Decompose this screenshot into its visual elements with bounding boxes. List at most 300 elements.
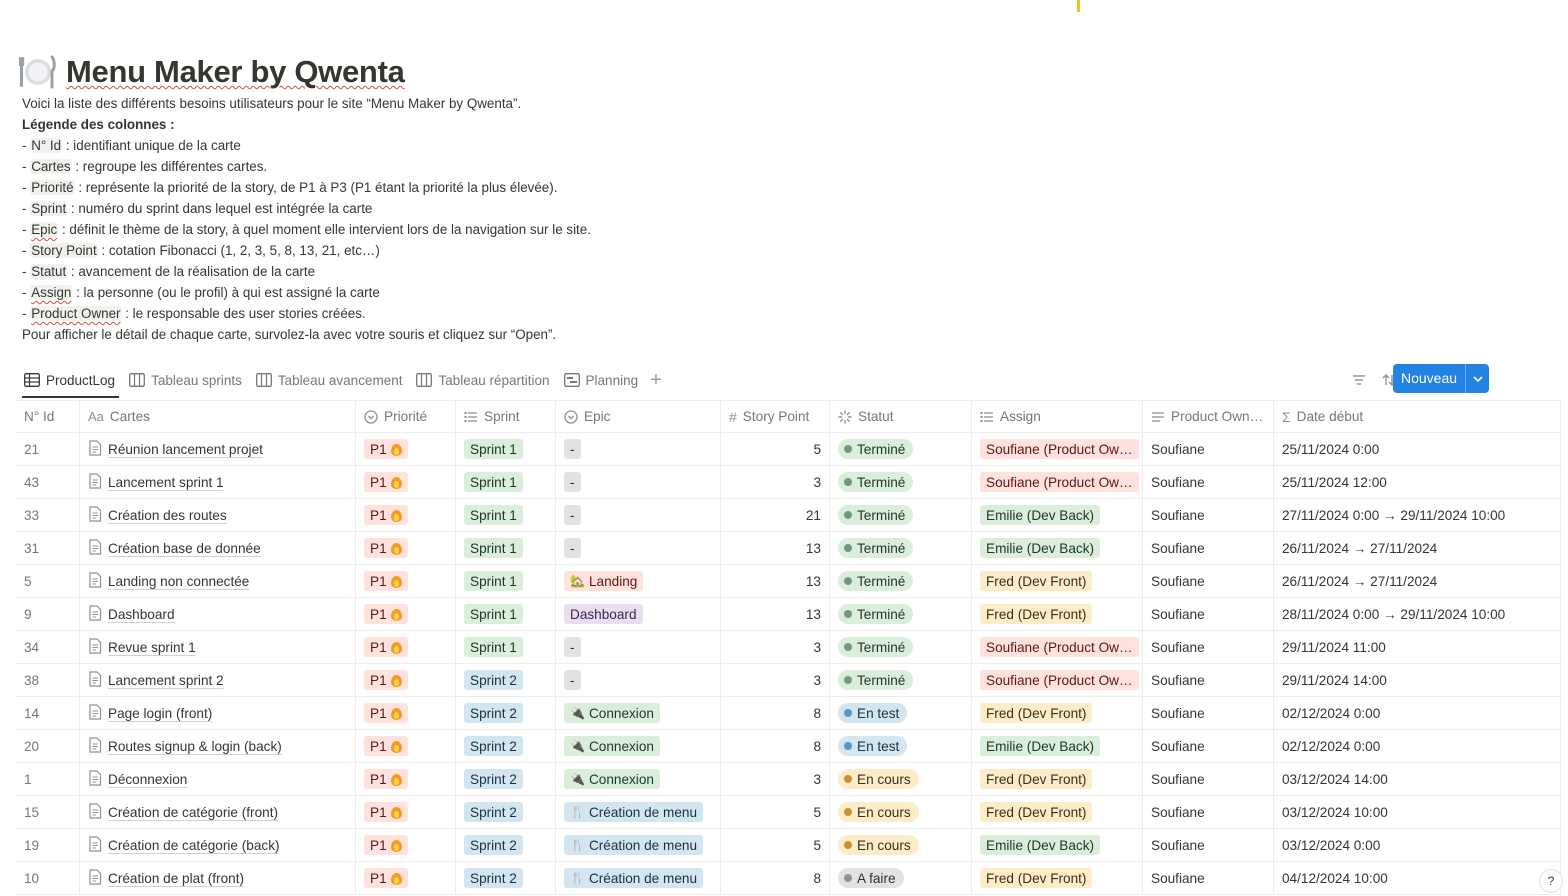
cell-epic[interactable] [556,697,721,729]
cell-carte[interactable] [80,433,356,465]
cell-priorite[interactable] [356,796,456,828]
cell-sprint[interactable] [456,664,556,696]
cell-epic[interactable] [556,499,721,531]
cell-statut[interactable] [830,829,972,861]
epic-label: - [570,672,575,688]
column-end [1561,401,1562,432]
cell-sprint[interactable] [456,433,556,465]
epic-tag [564,703,660,723]
intro-text: Voici la liste des différents besoins utilisateurs pour le site “Menu Maker by Qwenta”. [22,96,522,111]
cell-date-debut: 25/11/2024 12:00 [1274,466,1561,498]
column-header-cartes[interactable] [80,401,356,432]
cell-statut[interactable] [830,532,972,564]
sprint-tag: Sprint 2 [464,670,523,690]
status-label: Terminé [857,573,906,589]
column-end [1561,730,1562,762]
fire-icon [391,509,402,522]
assign-tag: Fred (Dev Front) [980,769,1092,789]
priority-label: P1 [370,837,387,853]
table-row[interactable] [16,730,1562,763]
column-header-id[interactable] [16,401,80,432]
table-body [16,433,1562,895]
cell-sprint[interactable] [456,796,556,828]
cell-epic[interactable] [556,598,721,630]
cell-priorite[interactable] [356,664,456,696]
status-type-icon [838,410,852,424]
assign-tag: Emilie (Dev Back) [980,835,1100,855]
column-end [1561,829,1562,861]
status-badge [838,505,913,525]
page-icon [88,638,102,657]
table-row[interactable] [16,664,1562,697]
cell-sprint[interactable] [456,499,556,531]
assign-tag: Fred (Dev Front) [980,604,1092,624]
epic-tag [564,472,581,492]
page-icon [88,539,102,558]
cell-id: 38 [16,664,80,696]
cell-carte[interactable] [80,862,356,894]
cell-sprint[interactable] [456,532,556,564]
table-row[interactable] [16,565,1562,598]
assign-tag: Soufiane (Product Ow… [980,472,1139,492]
column-header-sprint[interactable] [456,401,556,432]
fork-knife-icon: 🍴 [570,838,585,852]
assign-tag: Fred (Dev Front) [980,703,1092,723]
cell-sprint[interactable] [456,763,556,795]
status-dot-icon [844,478,852,486]
cell-statut[interactable] [830,862,972,894]
cell-assign[interactable] [972,730,1143,762]
column-end [1561,796,1562,828]
cell-carte[interactable] [80,763,356,795]
cell-story-point[interactable]: 21 [721,499,830,531]
cell-story-point[interactable]: 8 [721,697,830,729]
cell-epic[interactable] [556,664,721,696]
cell-date-debut: 27/11/2024 0:00 → 29/11/2024 10:00 [1274,499,1561,531]
priority-label: P1 [370,804,387,820]
cell-story-point[interactable]: 13 [721,598,830,630]
column-end [1561,697,1562,729]
cell-carte[interactable] [80,532,356,564]
legend-title: Légende des colonnes : [22,117,175,132]
table-row[interactable] [16,466,1562,499]
cell-carte[interactable] [80,796,356,828]
cell-product-owner[interactable]: Soufiane [1143,598,1274,630]
cell-id: 10 [16,862,80,894]
epic-label: Création de menu [588,804,698,820]
page-title[interactable]: Menu Maker by Qwenta [66,54,405,89]
number-type-icon: # [729,408,737,425]
cell-statut[interactable] [830,697,972,729]
sprint-tag: Sprint 2 [464,736,523,756]
fire-icon [391,740,402,753]
legend-item [22,261,922,282]
cell-carte[interactable] [80,565,356,597]
legend-prefix: - [22,180,31,195]
priority-tag [364,835,408,855]
cell-story-point[interactable]: 13 [721,532,830,564]
formula-sigma-icon: Σ [1282,408,1291,425]
epic-label: Connexion [588,738,654,754]
legend-key: Epic [31,222,58,237]
status-badge [838,538,913,558]
cell-carte[interactable] [80,730,356,762]
house-icon: 🏡 [570,574,585,588]
card-title[interactable]: Déconnexion [108,771,188,787]
fire-icon [391,476,402,489]
legend-key: Statut [31,264,67,279]
tab-tableau-sprints[interactable] [123,364,250,396]
cell-product-owner[interactable]: Soufiane [1143,664,1274,696]
cell-priorite[interactable] [356,730,456,762]
cell-product-owner[interactable]: Soufiane [1143,697,1274,729]
cell-product-owner[interactable]: Soufiane [1143,829,1274,861]
tab-label: ProductLog [46,372,116,388]
help-icon[interactable]: ? [1540,870,1562,892]
column-header-assign[interactable] [972,401,1143,432]
cell-epic[interactable] [556,532,721,564]
plug-icon: 🔌 [570,739,585,753]
card-title[interactable]: Création de catégorie (front) [108,804,279,820]
cell-priorite[interactable] [356,862,456,894]
add-view-button[interactable]: + [650,369,662,391]
cell-sprint[interactable] [456,829,556,861]
table-header-row [16,400,1562,433]
multi-select-type-icon [464,411,478,423]
column-header-product-owner[interactable] [1143,401,1274,432]
card-title[interactable]: Routes signup & login (back) [108,738,282,754]
column-end [1561,433,1562,465]
cell-sprint[interactable] [456,598,556,630]
cell-epic[interactable] [556,829,721,861]
cell-assign[interactable] [972,631,1143,663]
assign-tag: Fred (Dev Front) [980,802,1092,822]
legend-prefix: - [22,138,31,153]
table-row[interactable] [16,433,1562,466]
page-icon [88,506,102,525]
fire-icon [391,839,402,852]
cell-epic[interactable] [556,466,721,498]
status-badge [838,637,913,657]
multi-select-type-icon [980,411,994,423]
cell-sprint[interactable] [456,697,556,729]
cell-product-owner[interactable]: Soufiane [1143,565,1274,597]
cell-epic[interactable] [556,763,721,795]
cell-sprint[interactable] [456,565,556,597]
text-cursor-marker [1077,0,1080,12]
cell-epic[interactable] [556,565,721,597]
cell-assign[interactable] [972,697,1143,729]
tab-productlog[interactable] [18,364,123,396]
cell-statut[interactable] [830,796,972,828]
page-icon [88,869,102,888]
cell-priorite[interactable] [356,499,456,531]
cell-statut[interactable] [830,565,972,597]
cell-story-point[interactable]: 3 [721,631,830,663]
legend-item [22,219,922,240]
cell-product-owner[interactable]: Soufiane [1143,862,1274,894]
card-title[interactable]: Création des routes [108,507,227,523]
new-button[interactable]: Nouveau [1401,370,1458,386]
cell-assign[interactable] [972,499,1143,531]
cell-product-owner[interactable]: Soufiane [1143,532,1274,564]
cell-id: 33 [16,499,80,531]
column-header-statut[interactable] [830,401,972,432]
cell-statut[interactable] [830,466,972,498]
cell-sprint[interactable] [456,730,556,762]
legend-prefix: - [22,264,31,279]
status-label: Terminé [857,639,906,655]
fire-icon [391,674,402,687]
cell-assign[interactable] [972,433,1143,465]
epic-label: Connexion [588,705,654,721]
priority-label: P1 [370,441,387,457]
priority-label: P1 [370,540,387,556]
status-dot-icon [844,544,852,552]
cell-product-owner[interactable]: Soufiane [1143,433,1274,465]
tab-tableau-avancement[interactable] [250,364,411,396]
cell-priorite[interactable] [356,532,456,564]
cell-assign[interactable] [972,466,1143,498]
table-row[interactable] [16,598,1562,631]
table-row[interactable] [16,829,1562,862]
cell-date-debut: 02/12/2024 0:00 [1274,697,1561,729]
database-view-bar [18,364,1562,396]
cell-carte[interactable] [80,466,356,498]
cell-id: 19 [16,829,80,861]
cell-assign[interactable] [972,532,1143,564]
chevron-down-icon[interactable] [1465,364,1489,393]
page-header [18,50,405,94]
status-badge [838,802,919,822]
tab-planning[interactable] [558,364,647,396]
assign-tag: Emilie (Dev Back) [980,538,1100,558]
cell-statut[interactable] [830,730,972,762]
plug-icon: 🔌 [570,706,585,720]
cell-epic[interactable] [556,796,721,828]
cell-priorite[interactable] [356,565,456,597]
cell-priorite[interactable] [356,598,456,630]
cell-id: 14 [16,697,80,729]
card-title[interactable]: Dashboard [108,606,175,622]
cell-priorite[interactable] [356,763,456,795]
column-end [1561,532,1562,564]
column-header-priorite[interactable] [356,401,456,432]
cell-priorite[interactable] [356,697,456,729]
cell-product-owner[interactable]: Soufiane [1143,730,1274,762]
priority-label: P1 [370,738,387,754]
cell-priorite[interactable] [356,466,456,498]
assign-tag: Fred (Dev Front) [980,868,1092,888]
cell-carte[interactable] [80,697,356,729]
cell-sprint[interactable] [456,862,556,894]
epic-label: Création de menu [588,837,698,853]
legend-text: : la personne (ou le profil) à qui est assigné la carte [72,285,380,300]
column-header-story-point[interactable] [721,401,830,432]
cell-carte[interactable] [80,598,356,630]
card-title[interactable]: Revue sprint 1 [108,639,196,655]
cell-product-owner[interactable]: Soufiane [1143,631,1274,663]
cell-epic[interactable] [556,862,721,894]
status-label: Terminé [857,606,906,622]
status-label: Terminé [857,540,906,556]
cell-statut[interactable] [830,598,972,630]
sprint-tag: Sprint 2 [464,769,523,789]
cell-story-point[interactable]: 3 [721,466,830,498]
table-row[interactable] [16,796,1562,829]
priority-label: P1 [370,606,387,622]
status-badge [838,868,904,888]
epic-label: Landing [588,573,638,589]
cell-id: 1 [16,763,80,795]
page-icon [88,737,102,756]
table-row[interactable] [16,499,1562,532]
legend-list [22,135,922,324]
page-icon [88,803,102,822]
card-title[interactable]: Lancement sprint 1 [108,474,224,490]
legend-item [22,198,922,219]
status-dot-icon [844,610,852,618]
cell-carte[interactable] [80,631,356,663]
cell-product-owner[interactable]: Soufiane [1143,796,1274,828]
column-header-date-debut[interactable] [1274,401,1561,432]
page-icon [88,704,102,723]
card-title[interactable]: Lancement sprint 2 [108,672,224,688]
sprint-tag: Sprint 1 [464,439,523,459]
table-row[interactable] [16,862,1562,895]
column-label: Story Point [742,409,810,424]
cell-statut[interactable] [830,631,972,663]
priority-tag [364,604,408,624]
column-label: Epic [584,409,611,424]
fire-icon [391,575,402,588]
epic-tag [564,835,703,855]
cell-date-debut: 29/11/2024 14:00 [1274,664,1561,696]
cell-statut[interactable] [830,433,972,465]
column-label: Assign [1000,409,1041,424]
cell-story-point[interactable]: 3 [721,763,830,795]
cell-assign[interactable] [972,829,1143,861]
cell-story-point[interactable]: 3 [721,664,830,696]
card-title[interactable]: Landing non connectée [108,573,250,589]
cell-date-debut: 04/12/2024 10:00 [1274,862,1561,894]
legend-text: : le responsable des user stories créées. [121,306,366,321]
table-row[interactable] [16,697,1562,730]
cell-priorite[interactable] [356,829,456,861]
status-dot-icon [844,511,852,519]
status-label: En test [857,738,900,754]
assign-tag: Soufiane (Product Ow… [980,670,1139,690]
card-title[interactable]: Création de plat (front) [108,870,245,886]
cell-assign[interactable] [972,862,1143,894]
cell-date-debut: 28/11/2024 0:00 → 29/11/2024 10:00 [1274,598,1561,630]
epic-tag [564,769,660,789]
text-type-icon: Aa [88,409,104,424]
legend-prefix: - [22,222,31,237]
cell-id: 31 [16,532,80,564]
card-title[interactable]: Création base de donnée [108,540,261,556]
epic-tag [564,439,581,459]
cell-story-point[interactable]: 5 [721,796,830,828]
tab-tableau-repartition[interactable] [410,364,557,396]
priority-label: P1 [370,771,387,787]
legend-text: : numéro du sprint dans lequel est intégrée la carte [67,201,373,216]
fork-knife-icon: 🍴 [570,805,585,819]
cell-sprint[interactable] [456,466,556,498]
column-end [1561,499,1562,531]
cell-priorite[interactable] [356,631,456,663]
cell-story-point[interactable]: 8 [721,730,830,762]
priority-tag [364,769,408,789]
filter-icon[interactable] [1350,371,1368,389]
cell-assign[interactable] [972,763,1143,795]
sprint-tag: Sprint 1 [464,637,523,657]
cell-epic[interactable] [556,433,721,465]
card-title[interactable]: Création de catégorie (back) [108,837,280,853]
cell-story-point[interactable]: 13 [721,565,830,597]
cell-product-owner[interactable]: Soufiane [1143,763,1274,795]
tab-label: Tableau sprints [151,372,242,388]
cell-id: 20 [16,730,80,762]
cell-story-point[interactable]: 5 [721,433,830,465]
productlog-table [16,400,1562,895]
table-row[interactable] [16,532,1562,565]
cell-epic[interactable] [556,730,721,762]
cell-carte[interactable] [80,829,356,861]
cell-id: 9 [16,598,80,630]
cell-product-owner[interactable]: Soufiane [1143,466,1274,498]
cell-assign[interactable] [972,598,1143,630]
cell-story-point[interactable]: 8 [721,862,830,894]
table-row[interactable] [16,763,1562,796]
cell-epic[interactable] [556,631,721,663]
cell-id: 5 [16,565,80,597]
status-dot-icon [844,643,852,651]
cell-carte[interactable] [80,499,356,531]
cell-carte[interactable] [80,664,356,696]
cell-statut[interactable] [830,664,972,696]
fire-icon [391,443,402,456]
card-title[interactable]: Page login (front) [108,705,213,721]
table-row[interactable] [16,631,1562,664]
status-dot-icon [844,841,852,849]
cell-statut[interactable] [830,499,972,531]
epic-label: - [570,474,575,490]
cell-assign[interactable] [972,664,1143,696]
cell-assign[interactable] [972,565,1143,597]
plug-icon: 🔌 [570,772,585,786]
priority-tag [364,802,408,822]
card-title[interactable]: Réunion lancement projet [108,441,263,457]
cell-assign[interactable] [972,796,1143,828]
status-label: En cours [857,837,911,853]
cell-product-owner[interactable]: Soufiane [1143,499,1274,531]
epic-label: - [570,441,575,457]
page-icon [88,440,102,459]
cell-priorite[interactable] [356,433,456,465]
column-header-epic[interactable] [556,401,721,432]
plate-cutlery-icon[interactable] [18,53,56,91]
legend-text: : identifiant unique de la carte [62,138,241,153]
priority-tag [364,505,408,525]
page-icon [88,605,102,624]
cell-date-debut: 26/11/2024 → 27/11/2024 [1274,532,1561,564]
fire-icon [391,641,402,654]
legend-key: Sprint [31,201,67,216]
cell-statut[interactable] [830,763,972,795]
cell-sprint[interactable] [456,631,556,663]
cell-story-point[interactable]: 5 [721,829,830,861]
